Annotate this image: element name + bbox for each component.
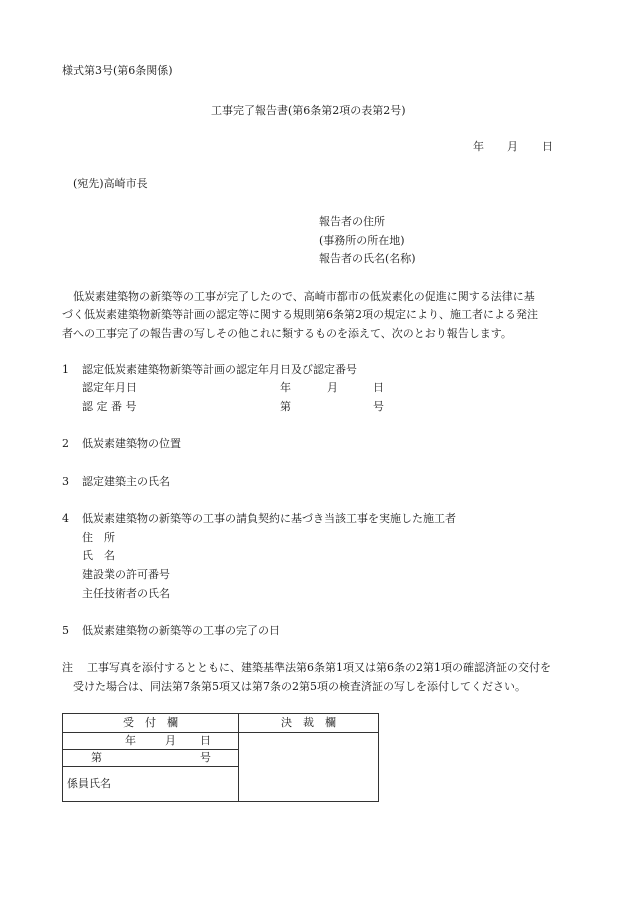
document-title: 工事完了報告書(第6条第2項の表第2号) [211,104,406,117]
staff-name-cell[interactable] [63,767,239,802]
form-number: 様式第3号(第6条関係) [62,64,173,77]
body-line-3: 者への工事完了の報告書の写しその他これに類するものを添えて、次のとおり報告します。 [62,327,512,340]
date-day-label: 日 [542,140,553,153]
item1-number: 1 [62,363,69,376]
note-label: 注 [62,661,73,674]
body-line-1: 低炭素建築物の新築等の工事が完了したので、高崎市都市の低炭素化の促進に関する法律に基 [73,290,535,303]
reception-number-cell[interactable] [63,750,239,767]
item1-heading: 認定低炭素建築物新築等計画の認定年月日及び認定番号 [82,363,357,376]
item5-heading: 低炭素建築物の新築等の工事の完了の日 [82,624,280,637]
decision-cell[interactable] [239,733,379,802]
reporter-office-label: (事務所の所在地) [319,234,405,247]
note-line-2: 受けた場合は、同法第7条第5項又は第7条の2第5項の検査済証の写しを添付してください。 [73,680,526,693]
item4-address-label: 住 所 [82,531,115,544]
item4-engineer-label: 主任技術者の氏名 [82,587,170,600]
reporter-name-label: 報告者の氏名(名称) [319,252,416,265]
decision-header: 決 裁 欄 [239,714,379,733]
staff-name-label: 係員氏名 [67,777,111,790]
reception-header: 受 付 欄 [63,714,239,733]
item4-permit-label: 建設業の許可番号 [82,568,170,581]
item4-number: 4 [62,512,69,525]
item4-name-label: 氏 名 [82,549,115,562]
item4-heading: 低炭素建築物の新築等の工事の請負契約に基づき当該工事を実施した施工者 [82,512,456,525]
note-line-1: 工事写真を添付するとともに、建築基準法第6条第1項又は第6条の2第1項の確認済証の交付を [87,661,551,674]
item2-heading: 低炭素建築物の位置 [82,437,181,450]
item1-number-label: 認 定 番 号 [82,400,137,413]
item1-date-year: 年 [280,381,291,394]
item5-number: 5 [62,624,69,637]
reception-month: 月 [165,734,176,747]
date-year-label: 年 [473,140,484,153]
addressee: (宛先)高崎市長 [73,177,148,190]
item1-number-suffix: 号 [373,400,384,413]
reception-date-cell[interactable] [63,733,239,750]
body-line-2: づく低炭素建築物新築等計画の認定等に関する規則第6条第2項の規定により、施工者による発注 [62,308,538,321]
reception-no-suffix: 号 [200,751,211,764]
reporter-address-label: 報告者の住所 [319,215,385,228]
receipt-table [62,713,379,802]
item3-number: 3 [62,475,69,488]
reception-no-prefix: 第 [91,751,102,764]
item1-date-day: 日 [373,381,384,394]
date-month-label: 月 [507,140,518,153]
item1-date-label: 認定年月日 [82,381,137,394]
item1-number-prefix: 第 [280,400,291,413]
item1-date-month: 月 [327,381,338,394]
item3-heading: 認定建築主の氏名 [82,475,170,488]
reception-day: 日 [200,734,211,747]
item2-number: 2 [62,437,69,450]
reception-year: 年 [125,734,136,747]
